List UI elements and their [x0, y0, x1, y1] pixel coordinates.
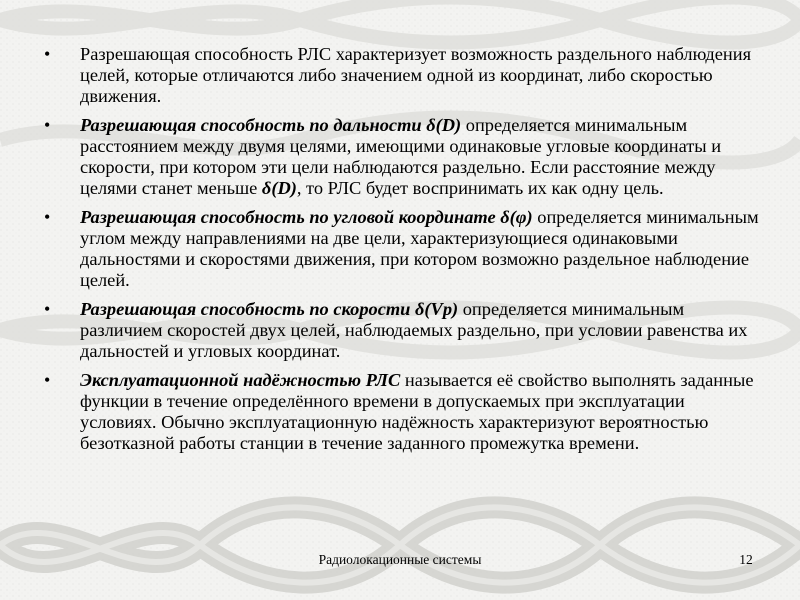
bullet-text: называется её свойство выполнять заданные функции в течение определённого времени в допускаемых при эксплуатации условиях. Обычно эксплуатационную надёжность характеризуют вероятностью безотказной работы станции в течение заданного промежутка времени.: [80, 370, 754, 453]
footer-title: Радиолокационные системы: [318, 552, 482, 567]
bullet-item: [42, 207, 762, 291]
bullet-term: Разрешающая способность по угловой координате δ(φ): [80, 207, 533, 227]
bullet-text: определяется минимальным углом между направлениями на две цели, характеризующиеся одинаковыми дальностями и скоростями движения, при котором возможно раздельное наблюдение целей.: [80, 207, 759, 290]
bullet-text: Разрешающая способность РЛС характеризует возможность раздельного наблюдения целей, которые отличаются либо значением одной из координат, либо скоростью движения.: [80, 44, 752, 106]
bullet-term: Разрешающая способность по скорости δ(Vр): [80, 299, 459, 319]
bullet-dot: •: [44, 370, 51, 390]
bullet-dot: •: [44, 207, 51, 227]
bullet-text: определяется минимальным расстоянием между двумя целями, имеющими одинаковые угловые координаты и скорости, при котором эти цели наблюдаются раздельно. Если расстояние между целями станет меньше: [80, 115, 722, 198]
bullet-term: Разрешающая способность по дальности δ(D): [80, 115, 462, 135]
bullet-list: [42, 44, 762, 454]
bullet-item: [42, 115, 762, 199]
bullet-text-tail: , то РЛС будет воспринимать их как одну цель.: [296, 178, 664, 198]
slide-body: [42, 44, 762, 462]
bullet-item: [42, 370, 762, 454]
bullet-item: [42, 44, 762, 107]
page-number: 12: [739, 552, 753, 567]
bullet-term: Эксплуатационной надёжностью РЛС: [80, 370, 401, 390]
bullet-dot: •: [44, 299, 51, 319]
bullet-item: [42, 299, 762, 362]
bullet-dot: •: [44, 115, 51, 135]
bullet-dot: •: [44, 44, 51, 64]
bullet-text: определяется минимальным различием скоростей двух целей, наблюдаемых раздельно, при условии равенства их дальностей и угловых координат.: [80, 299, 748, 361]
bullet-term-inline: δ(D): [261, 178, 297, 198]
